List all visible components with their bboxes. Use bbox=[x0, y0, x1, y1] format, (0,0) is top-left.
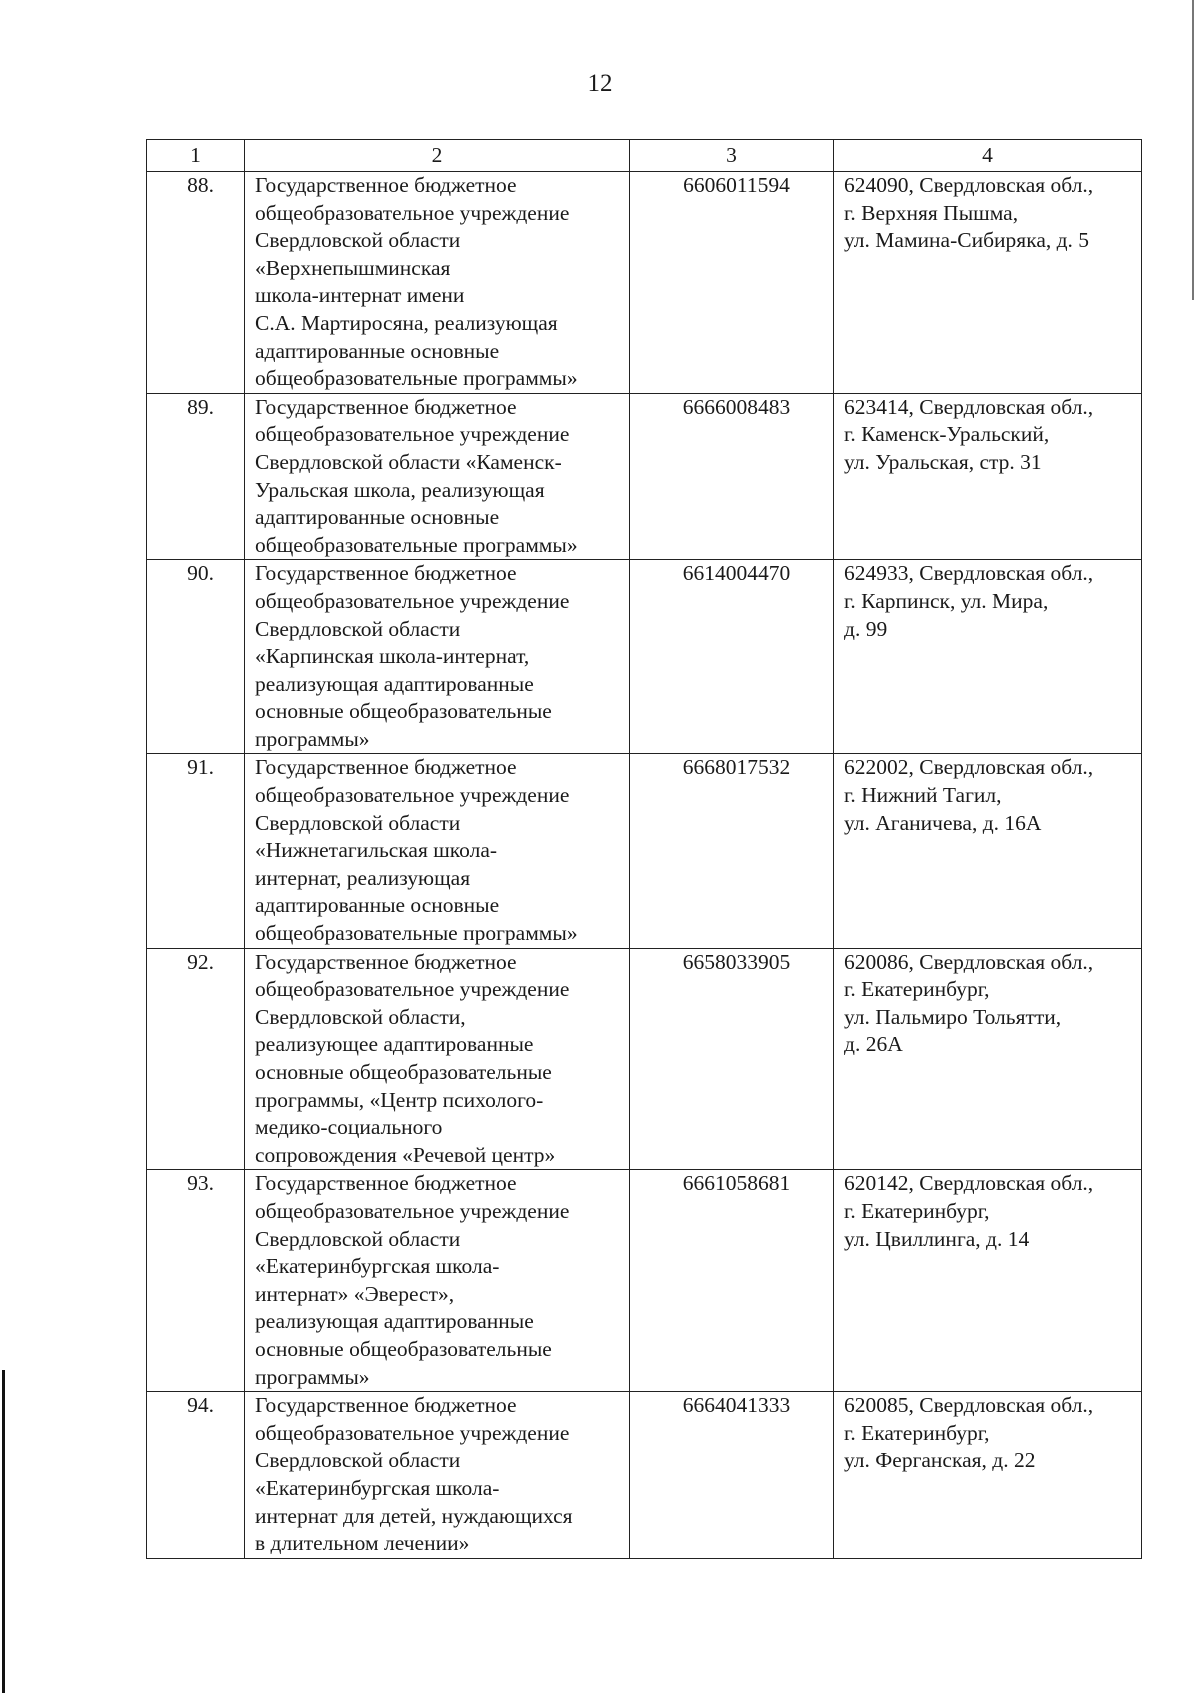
institution-name-line: «Нижнетагильская школа- bbox=[255, 838, 498, 863]
institution-name-line: Государственное бюджетное bbox=[255, 1171, 517, 1196]
institution-name-line: общеобразовательное учреждение bbox=[255, 588, 570, 613]
institution-name-line: общеобразовательные программы» bbox=[255, 921, 578, 946]
institution-name-line: Свердловской области bbox=[255, 1226, 461, 1251]
row-number: 93. bbox=[147, 1170, 245, 1392]
institution-name-line: Уральская школа, реализующая bbox=[255, 477, 545, 502]
row-number: 92. bbox=[147, 948, 245, 1170]
institution-name-line: Свердловской области bbox=[255, 228, 461, 253]
institution-address-line: г. Екатеринбург, bbox=[844, 977, 990, 1002]
institution-name-line: С.А. Мартиросяна, реализующая bbox=[255, 310, 558, 335]
row-number: 91. bbox=[147, 754, 245, 948]
table-row bbox=[147, 754, 1142, 948]
institution-name-line: общеобразовательное учреждение bbox=[255, 1198, 570, 1223]
institution-name bbox=[245, 560, 630, 754]
institution-name-line: Государственное бюджетное bbox=[255, 173, 517, 197]
row-number: 88. bbox=[147, 172, 245, 394]
institution-name bbox=[245, 1170, 630, 1392]
table-row bbox=[147, 172, 1142, 394]
institution-name-line: сопровождения «Речевой центр» bbox=[255, 1142, 556, 1167]
institution-address bbox=[834, 393, 1142, 560]
column-header-name: 2 bbox=[245, 140, 630, 172]
institution-name bbox=[245, 393, 630, 560]
institution-address bbox=[834, 1392, 1142, 1559]
institution-address bbox=[834, 754, 1142, 948]
institution-address-line: ул. Ферганская, д. 22 bbox=[844, 1448, 1036, 1473]
institution-address-line: 624933, Свердловская обл., bbox=[844, 561, 1094, 586]
institution-address-line: 624090, Свердловская обл., bbox=[844, 173, 1094, 197]
institution-name bbox=[245, 172, 630, 394]
institution-name bbox=[245, 948, 630, 1170]
institution-address-line: 620085, Свердловская обл., bbox=[844, 1393, 1094, 1418]
table-row bbox=[147, 948, 1142, 1170]
row-number: 89. bbox=[147, 393, 245, 560]
institution-inn: 6614004470 bbox=[630, 560, 834, 754]
institution-inn: 6606011594 bbox=[630, 172, 834, 394]
institution-name-line: Государственное бюджетное bbox=[255, 561, 517, 586]
institution-name-line: в длительном лечении» bbox=[255, 1531, 470, 1556]
institution-name-line: Свердловской области «Каменск- bbox=[255, 449, 562, 474]
institution-name-line: общеобразовательное учреждение bbox=[255, 1420, 570, 1445]
institution-address-line: д. 26А bbox=[844, 1032, 903, 1057]
institution-address bbox=[834, 948, 1142, 1170]
institution-address bbox=[834, 560, 1142, 754]
institution-name-line: Государственное бюджетное bbox=[255, 394, 517, 419]
scan-edge-mark-left bbox=[2, 1370, 5, 1693]
institution-name-line: основные общеобразовательные bbox=[255, 1336, 552, 1361]
institution-name-line: общеобразовательные программы» bbox=[255, 366, 578, 391]
institution-name-line: школа-интернат имени bbox=[255, 283, 465, 308]
institution-name-line: реализующее адаптированные bbox=[255, 1032, 534, 1057]
institution-name-line: медико-социального bbox=[255, 1115, 443, 1140]
institution-address-line: г. Екатеринбург, bbox=[844, 1420, 990, 1445]
institution-name-line: интернат, реализующая bbox=[255, 865, 471, 890]
institution-address-line: г. Верхняя Пышма, bbox=[844, 200, 1019, 225]
institution-name-line: реализующая адаптированные bbox=[255, 1309, 534, 1334]
institution-address-line: 622002, Свердловская обл., bbox=[844, 755, 1094, 780]
institution-address-line: 620086, Свердловская обл., bbox=[844, 949, 1094, 974]
table-row bbox=[147, 1170, 1142, 1392]
institution-name-line: программы, «Центр психолого- bbox=[255, 1087, 544, 1112]
institution-address-line: ул. Цвиллинга, д. 14 bbox=[844, 1226, 1030, 1251]
institution-name-line: программы» bbox=[255, 726, 370, 751]
table-row bbox=[147, 393, 1142, 560]
table-header-row bbox=[147, 140, 1142, 172]
institution-name-line: программы» bbox=[255, 1364, 370, 1389]
institution-inn: 6664041333 bbox=[630, 1392, 834, 1559]
institution-name-line: Свердловской области bbox=[255, 810, 461, 835]
institution-name bbox=[245, 1392, 630, 1559]
institution-address bbox=[834, 1170, 1142, 1392]
institution-name bbox=[245, 754, 630, 948]
column-header-address: 4 bbox=[834, 140, 1142, 172]
institution-address-line: 620142, Свердловская обл., bbox=[844, 1171, 1094, 1196]
row-number: 94. bbox=[147, 1392, 245, 1559]
institution-name-line: Свердловской области bbox=[255, 1448, 461, 1473]
institution-inn: 6666008483 bbox=[630, 393, 834, 560]
table-body bbox=[147, 172, 1142, 1559]
institution-address-line: г. Нижний Тагил, bbox=[844, 783, 1002, 808]
institution-inn: 6668017532 bbox=[630, 754, 834, 948]
institution-address-line: г. Каменск-Уральский, bbox=[844, 422, 1050, 447]
institution-name-line: «Верхнепышминская bbox=[255, 255, 451, 280]
row-number: 90. bbox=[147, 560, 245, 754]
institution-address bbox=[834, 172, 1142, 394]
institution-address-line: ул. Уральская, стр. 31 bbox=[844, 449, 1042, 474]
institution-name-line: общеобразовательное учреждение bbox=[255, 422, 570, 447]
column-header-inn: 3 bbox=[630, 140, 834, 172]
institution-address-line: 623414, Свердловская обл., bbox=[844, 394, 1094, 419]
institution-name-line: адаптированные основные bbox=[255, 338, 500, 363]
institution-address-line: д. 99 bbox=[844, 616, 888, 641]
institution-address-line: г. Карпинск, ул. Мира, bbox=[844, 588, 1049, 613]
institution-address-line: г. Екатеринбург, bbox=[844, 1198, 990, 1223]
institution-inn: 6658033905 bbox=[630, 948, 834, 1170]
table-row bbox=[147, 1392, 1142, 1559]
institution-name-line: интернат для детей, нуждающихся bbox=[255, 1503, 573, 1528]
institution-name-line: «Карпинская школа-интернат, bbox=[255, 644, 530, 669]
institution-name-line: общеобразовательные программы» bbox=[255, 532, 578, 557]
column-header-number: 1 bbox=[147, 140, 245, 172]
institution-address-line: ул. Пальмиро Тольятти, bbox=[844, 1004, 1062, 1029]
institutions-table bbox=[146, 139, 1142, 1559]
institution-name-line: интернат» «Эверест», bbox=[255, 1281, 455, 1306]
scan-edge-mark-right bbox=[1192, 0, 1194, 300]
institution-name-line: Государственное бюджетное bbox=[255, 1393, 517, 1418]
institution-name-line: основные общеобразовательные bbox=[255, 699, 552, 724]
institution-name-line: основные общеобразовательные bbox=[255, 1060, 552, 1084]
institution-name-line: «Екатеринбургская школа- bbox=[255, 1254, 500, 1279]
institution-name-line: реализующая адаптированные bbox=[255, 671, 534, 696]
institution-address-line: ул. Мамина-Сибиряка, д. 5 bbox=[844, 228, 1090, 253]
institution-name-line: Государственное бюджетное bbox=[255, 949, 517, 974]
table-row bbox=[147, 560, 1142, 754]
page-number: 12 bbox=[587, 70, 613, 97]
institution-name-line: общеобразовательное учреждение bbox=[255, 977, 570, 1002]
institution-inn: 6661058681 bbox=[630, 1170, 834, 1392]
institution-name-line: общеобразовательное учреждение bbox=[255, 200, 570, 225]
institution-name-line: Свердловской области, bbox=[255, 1004, 466, 1029]
institution-name-line: «Екатеринбургская школа- bbox=[255, 1475, 500, 1500]
institution-name-line: адаптированные основные bbox=[255, 505, 500, 530]
institution-name-line: Свердловской области bbox=[255, 616, 461, 641]
institution-name-line: общеобразовательное учреждение bbox=[255, 783, 570, 808]
institution-address-line: ул. Аганичева, д. 16А bbox=[844, 810, 1042, 835]
institution-name-line: Государственное бюджетное bbox=[255, 755, 517, 780]
institution-name-line: адаптированные основные bbox=[255, 893, 500, 918]
